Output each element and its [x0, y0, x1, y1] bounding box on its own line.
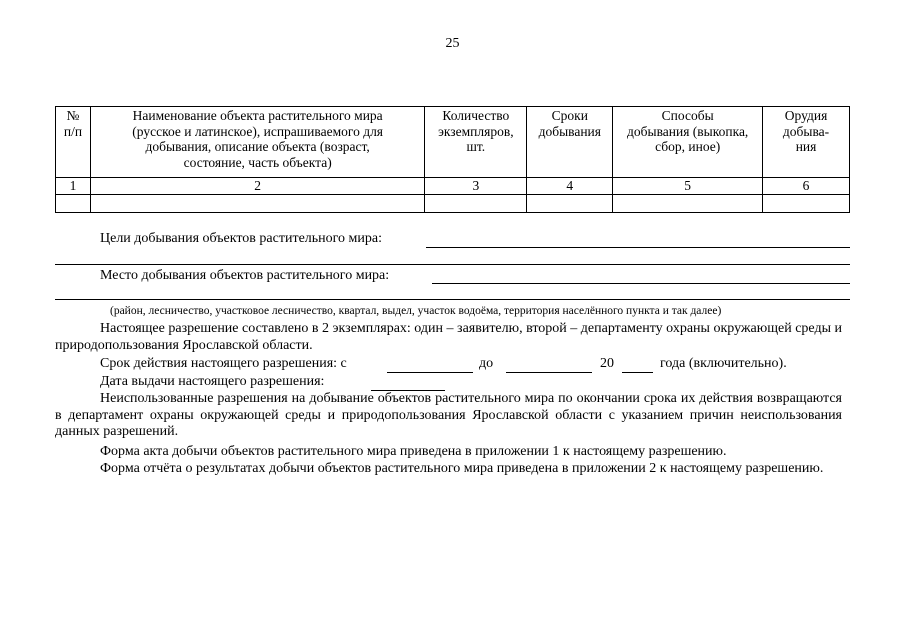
place-hint: (район, лесничество, участковое лесничество, квартал, выдел, участок водоёма, территория населённого пункта и так далее) — [110, 305, 722, 317]
paragraph-copies: Настоящее разрешение составлено в 2 экземплярах: один – заявителю, второй – департаменту охраны окружающей среды и природопользования Ярославской области. — [55, 321, 842, 353]
paragraph-report-form: Форма отчёта о результатах добычи объектов растительного мира приведена в приложении 2 к настоящему разрешению. — [100, 461, 824, 476]
purpose-field-line[interactable] — [426, 247, 850, 248]
validity-from-field[interactable] — [387, 372, 473, 373]
column-number: 2 — [90, 178, 424, 195]
place-label: Место добывания объектов растительного мира: — [100, 268, 390, 283]
paragraph-unused-permits: Неиспользованные разрешения на добывание объектов растительного мира по окончании срока их действия возвращаются в департамент охраны окружающей среды и природопользования Ярославской области с указанием причин неиспользования данных разрешений. — [55, 391, 842, 439]
table-cell[interactable] — [90, 194, 424, 212]
validity-label: Срок действия настоящего разрешения: с — [100, 356, 347, 371]
header-methods: Способы добывания (выкопка, сбор, иное) — [613, 107, 763, 178]
purpose-label: Цели добывания объектов растительного мира: — [100, 231, 382, 246]
table-cell[interactable] — [527, 194, 613, 212]
column-number-row — [56, 178, 850, 195]
table-cell[interactable] — [613, 194, 763, 212]
purpose-field-line-2[interactable] — [55, 264, 850, 265]
plants-table — [55, 106, 850, 213]
table-header-row — [56, 107, 850, 178]
validity-suffix: года (включительно). — [660, 356, 787, 371]
place-field-line-2[interactable] — [55, 299, 850, 300]
column-number: 3 — [425, 178, 527, 195]
header-quantity: Количество экземпляров, шт. — [425, 107, 527, 178]
validity-to-label: до — [479, 356, 494, 371]
validity-year-prefix: 20 — [600, 356, 614, 371]
table-cell[interactable] — [425, 194, 527, 212]
paragraph-act-form: Форма акта добычи объектов растительного мира приведена в приложении 1 к настоящему разрешению. — [100, 444, 727, 459]
column-number: 1 — [56, 178, 91, 195]
validity-to-field[interactable] — [506, 372, 592, 373]
header-terms: Сроки добывания — [527, 107, 613, 178]
header-number: № п/п — [56, 107, 91, 178]
header-tools: Орудия добыва- ния — [763, 107, 850, 178]
header-object-name: Наименование объекта растительного мира (русское и латинское), испрашиваемого для добывания, описание объекта (возраст, состояние, часть объекта) — [90, 107, 424, 178]
issue-date-label: Дата выдачи настоящего разрешения: — [100, 374, 325, 389]
place-field-line[interactable] — [432, 283, 850, 284]
column-number: 5 — [613, 178, 763, 195]
table-cell[interactable] — [56, 194, 91, 212]
column-number: 4 — [527, 178, 613, 195]
validity-year-field[interactable] — [622, 372, 653, 373]
page-number: 25 — [445, 36, 460, 51]
table-row — [56, 194, 850, 212]
column-number: 6 — [763, 178, 850, 195]
table-cell[interactable] — [763, 194, 850, 212]
